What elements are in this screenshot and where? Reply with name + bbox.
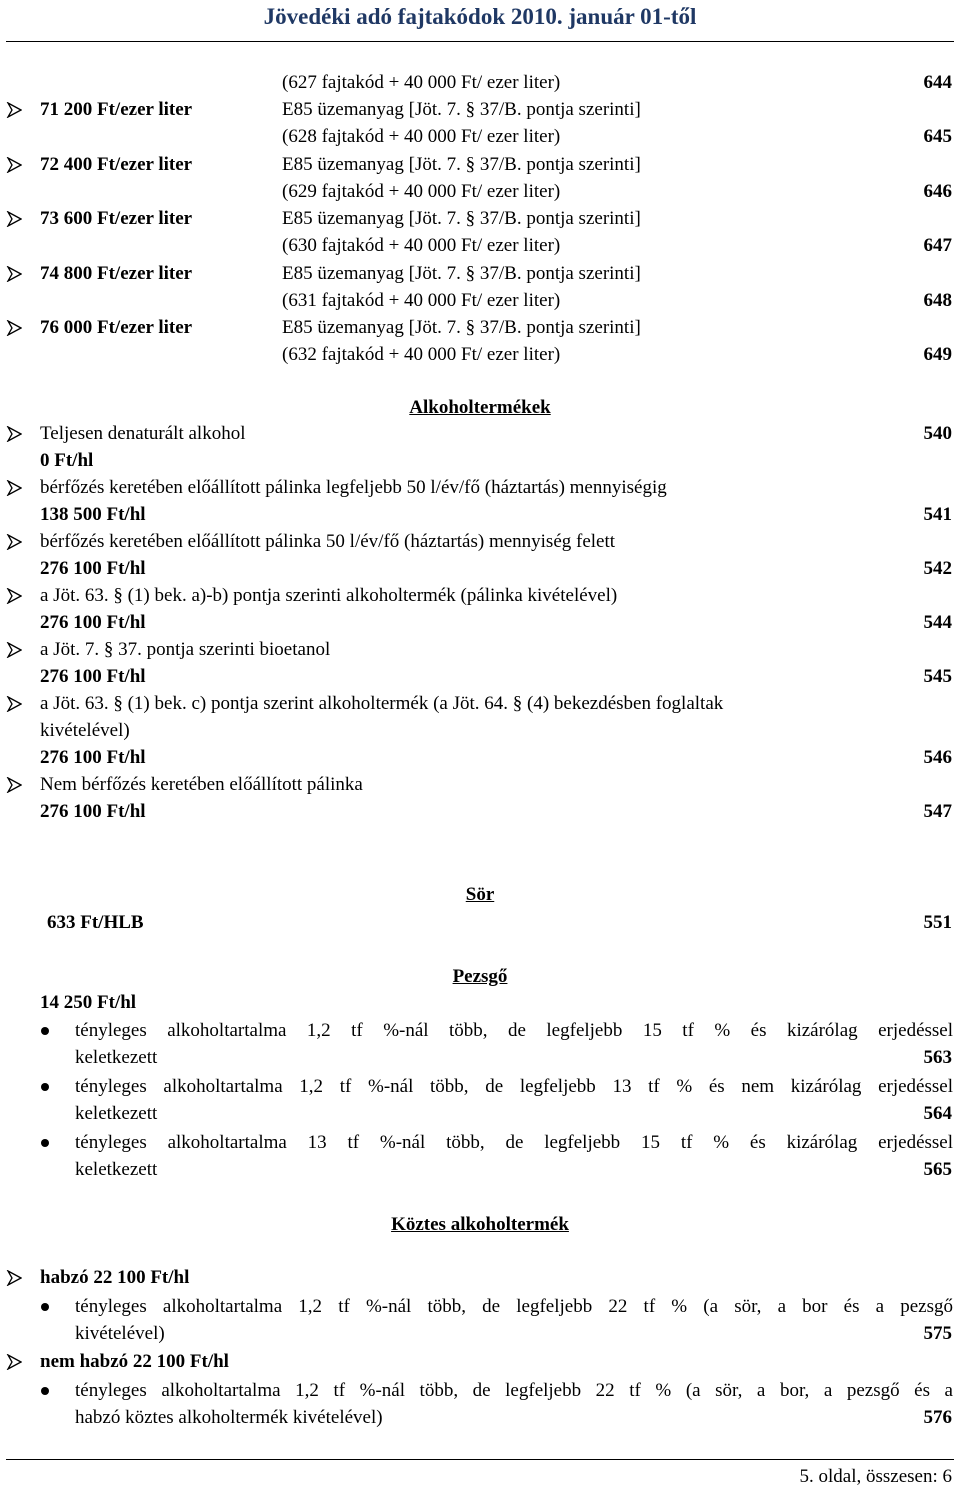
- alcohol-code: 540: [923, 423, 952, 444]
- sparkling-rate: 14 250 Ft/hl: [40, 992, 137, 1013]
- alcohol-item-text-continued: kivételével): [40, 720, 130, 741]
- fuel-rate: 74 800 Ft/ezer liter: [40, 262, 193, 284]
- arrow-bullet-icon: [6, 207, 26, 231]
- alcohol-item-text: a Jöt. 63. § (1) bek. c) pontja szerint alkoholtermék (a Jöt. 64. § (4) bekezdésben foglaltak: [40, 693, 724, 714]
- fuel-description: E85 üzemanyag [Jöt. 7. § 37/B. pontja szerinti]: [282, 153, 641, 175]
- fuel-code: 647: [923, 235, 952, 256]
- fuel-rate: 72 400 Ft/ezer liter: [40, 153, 193, 175]
- alcohol-rate: 276 100 Ft/hl: [40, 612, 146, 633]
- sparkling-item-text: tényleges alkoholtartalma 13 tf %-nál több, de legfeljebb 15 tf % és kizárólag erjedéssel: [75, 1132, 953, 1153]
- section-heading-intermediate: Köztes alkoholtermék: [391, 1214, 569, 1235]
- fuel-description: E85 üzemanyag [Jöt. 7. § 37/B. pontja szerinti]: [282, 208, 641, 229]
- fuel-first-line: (627 fajtakód + 40 000 Ft/ ezer liter): [282, 72, 561, 93]
- alcohol-rate: 138 500 Ft/hl: [40, 504, 146, 525]
- intermediate-group-title: habzó 22 100 Ft/hl: [40, 1267, 190, 1288]
- intermediate-group-title: nem habzó 22 100 Ft/hl: [40, 1351, 229, 1372]
- arrow-bullet-icon: [6, 692, 26, 716]
- page-number: 5. oldal, összesen: 6: [799, 1466, 952, 1487]
- arrow-bullet-icon: [6, 773, 26, 797]
- alcohol-item-text: Teljesen denaturált alkohol: [40, 423, 246, 444]
- alcohol-rate: 0 Ft/hl: [40, 450, 94, 471]
- section-heading-sparkling: Pezsgő: [452, 966, 508, 987]
- alcohol-code: 545: [923, 666, 952, 687]
- fuel-rate: 76 000 Ft/ezer liter: [40, 317, 193, 338]
- alcohol-code: 544: [923, 612, 952, 633]
- alcohol-code: 546: [923, 747, 952, 768]
- alcohol-code: 541: [923, 504, 952, 525]
- arrow-bullet-icon: [6, 476, 26, 500]
- arrow-bullet-icon: [6, 1266, 26, 1290]
- intermediate-item-text-continued: kivételével): [75, 1323, 165, 1344]
- intermediate-item-text-continued: habzó köztes alkoholtermék kivételével): [75, 1407, 383, 1428]
- arrow-bullet-icon: [6, 262, 26, 286]
- fuel-code: 645: [923, 126, 952, 147]
- intermediate-item-text: tényleges alkoholtartalma 1,2 tf %-nál több, de legfeljebb 22 tf % (a sör, a bor és a pezsgő: [75, 1296, 953, 1317]
- sparkling-code: 564: [923, 1103, 952, 1124]
- alcohol-item-text: bérfőzés keretében előállított pálinka 50 l/év/fő (háztartás) mennyiség felett: [40, 531, 616, 552]
- sparkling-item-text-continued: keletkezett: [75, 1047, 158, 1068]
- sparkling-item-text-continued: keletkezett: [75, 1103, 158, 1124]
- alcohol-rate: 276 100 Ft/hl: [40, 801, 146, 822]
- round-bullet-icon: [41, 1303, 49, 1311]
- fuel-subline: (630 fajtakód + 40 000 Ft/ ezer liter): [282, 235, 561, 256]
- alcohol-item-text: a Jöt. 7. § 37. pontja szerinti bioetanol: [40, 639, 331, 660]
- arrow-bullet-icon: [6, 1350, 26, 1374]
- fuel-rate: 73 600 Ft/ezer liter: [40, 208, 193, 229]
- section-heading-beer: Sör: [465, 884, 495, 905]
- fuel-rate: 71 200 Ft/ezer liter: [40, 99, 193, 120]
- fuel-subline: (631 fajtakód + 40 000 Ft/ ezer liter): [282, 289, 561, 311]
- alcohol-code: 547: [923, 801, 952, 822]
- fuel-first-code: 644: [923, 72, 952, 93]
- fuel-code: 649: [923, 344, 952, 365]
- fuel-description: E85 üzemanyag [Jöt. 7. § 37/B. pontja szerinti]: [282, 262, 641, 284]
- fuel-description: E85 üzemanyag [Jöt. 7. § 37/B. pontja szerinti]: [282, 317, 641, 338]
- arrow-bullet-icon: [6, 638, 26, 662]
- sparkling-code: 563: [923, 1047, 952, 1068]
- round-bullet-icon: [41, 1083, 49, 1091]
- round-bullet-icon: [41, 1027, 49, 1035]
- fuel-subline: (632 fajtakód + 40 000 Ft/ ezer liter): [282, 344, 561, 365]
- arrow-bullet-icon: [6, 422, 26, 446]
- alcohol-code: 542: [923, 558, 952, 579]
- beer-rate: 633 Ft/HLB: [47, 912, 144, 933]
- arrow-bullet-icon: [6, 153, 26, 177]
- intermediate-code: 576: [923, 1407, 952, 1428]
- page-header: [0, 0, 960, 38]
- footer-divider: [6, 1459, 954, 1460]
- fuel-subline: (629 fajtakód + 40 000 Ft/ ezer liter): [282, 180, 561, 202]
- arrow-bullet-icon: [6, 584, 26, 608]
- section-heading-alcohol: Alkoholtermékek: [409, 397, 551, 418]
- alcohol-item-text: Nem bérfőzés keretében előállított pálinka: [40, 774, 363, 795]
- sparkling-item-text: tényleges alkoholtartalma 1,2 tf %-nál több, de legfeljebb 15 tf % és kizárólag erjedéssel: [75, 1020, 953, 1041]
- header-divider: [6, 41, 954, 42]
- alcohol-rate: 276 100 Ft/hl: [40, 558, 146, 579]
- alcohol-rate: 276 100 Ft/hl: [40, 747, 146, 768]
- fuel-code: 646: [923, 180, 952, 202]
- fuel-description: E85 üzemanyag [Jöt. 7. § 37/B. pontja szerinti]: [282, 99, 641, 120]
- round-bullet-icon: [41, 1139, 49, 1147]
- page-title: Jövedéki adó fajtakódok 2010. január 01-től: [263, 4, 697, 29]
- fuel-subline: (628 fajtakód + 40 000 Ft/ ezer liter): [282, 126, 561, 147]
- alcohol-item-text: bérfőzés keretében előállított pálinka legfeljebb 50 l/év/fő (háztartás) mennyiségig: [40, 477, 667, 498]
- arrow-bullet-icon: [6, 316, 26, 340]
- beer-code: 551: [923, 912, 952, 933]
- arrow-bullet-icon: [6, 98, 26, 122]
- alcohol-item-text: a Jöt. 63. § (1) bek. a)-b) pontja szerinti alkoholtermék (pálinka kivételével): [40, 585, 618, 606]
- sparkling-code: 565: [923, 1159, 952, 1180]
- sparkling-item-text-continued: keletkezett: [75, 1159, 158, 1180]
- arrow-bullet-icon: [6, 530, 26, 554]
- alcohol-rate: 276 100 Ft/hl: [40, 666, 146, 687]
- round-bullet-icon: [41, 1387, 49, 1395]
- fuel-code: 648: [923, 289, 952, 311]
- intermediate-item-text: tényleges alkoholtartalma 1,2 tf %-nál több, de legfeljebb 22 tf % (a sör, a bor, a pezsgő és a: [75, 1380, 953, 1401]
- sparkling-item-text: tényleges alkoholtartalma 1,2 tf %-nál több, de legfeljebb 13 tf % és nem kizárólag erjedéssel: [75, 1076, 953, 1097]
- intermediate-code: 575: [923, 1323, 952, 1344]
